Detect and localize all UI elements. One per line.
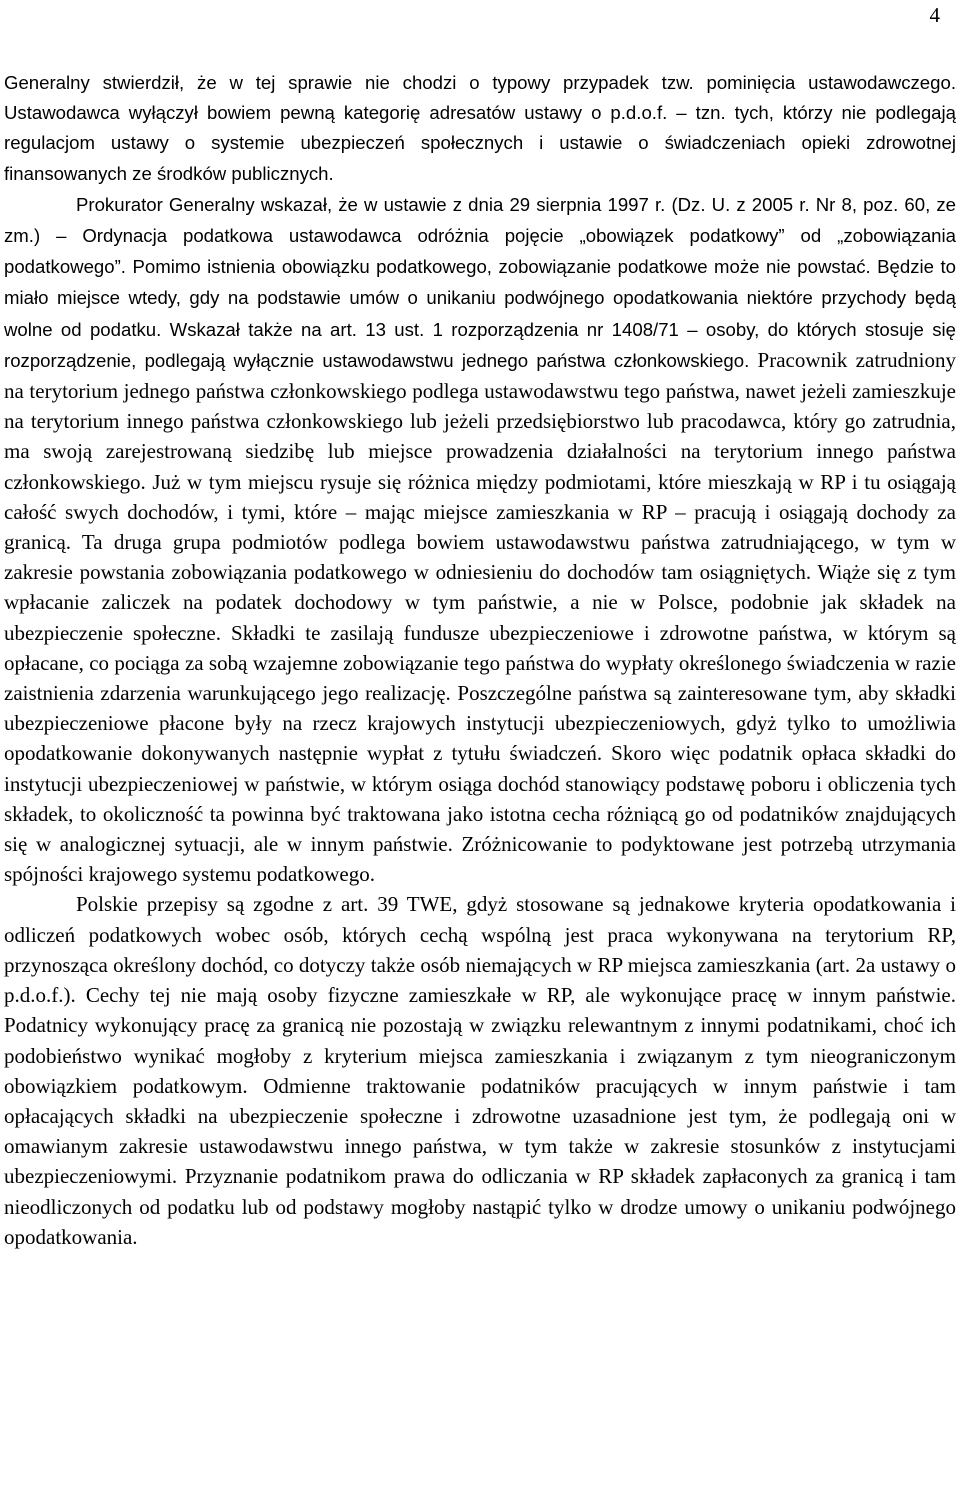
page-number: 4 [929,3,940,27]
document-body [4,68,956,1252]
paragraph-2-segment-2: Pracownik zatrudniony na terytorium jednego państwa członkowskiego podlega ustawodawstwu tego państwa, nawet jeżeli zamieszkuje na terytorium innego państwa członkowskiego lub jeżeli przedsiębiorstwo lub pracodawca, który go zatrudnia, ma swoją zarejestrowaną siedzibę lub miejsce prowadzenia działalności na terytorium innego państwa członkowskiego. Już w tym miejscu rysuje się różnica między podmiotami, które mieszkają w RP i tu osiągają całość swych dochodów, i tymi, które – mając miejsce zamieszkania w RP – pracują i osiągają dochody za granicą. Ta druga grupa podmiotów podlega bowiem ustawodawstwu państwa zatrudniającego, w tym w zakresie powstania zobowiązania podatkowego w odniesieniu do dochodów tam osiągniętych. Wiąże się z tym wpłacanie zaliczek na podatek dochodowy w tym państwie, a nie w Polsce, podobnie jak składek na ubezpieczenie społeczne. Składki te zasilają fundusze ubezpieczeniowe i zdrowotne państwa, w którym są opłacane, co pociąga za sobą wzajemne zobowiązanie tego państwa do wypłaty określonego świadczenia w razie zaistnienia zdarzenia warunkującego jego realizację. Poszczególne państwa są zainteresowane tym, aby składki ubezpieczeniowe płacone były na rzecz krajowych instytucji ubezpieczeniowych, gdyż tylko to umożliwia opodatkowanie dokonywanych następnie wypłat z tytułu świadczeń. Skoro więc podatnik opłaca składki do instytucji ubezpieczeniowej w państwie, w którym osiąga dochód stanowiący podstawę poboru i obliczenia tych składek, to okoliczność ta powinna być traktowana jako istotna cecha różniącą go od podatników znajdujących się w analogicznej sytuacji, ale w innym państwie. Zróżnicowanie to podyktowane jest potrzebą utrzymania spójności krajowego systemu podatkowego. [4,347,956,887]
paragraph-2 [4,189,956,890]
paragraph-3: Polskie przepisy są zgodne z art. 39 TWE, gdyż stosowane są jednakowe kryteria opodatkowania i odliczeń podatkowych wobec osób, których cechą wspólną jest praca wykonywana na terytorium RP, przynosząca określony dochód, co dotyczy także osób niemających w RP miejsca zamieszkania (art. 2a ustawy o p.d.o.f.). Cechy tej nie mają osoby fizyczne zamieszkałe w RP, ale wykonujące pracę w innym państwie. Podatnicy wykonujący pracę za granicą nie pozostają w związku relewantnym z innymi podatnikami, choć ich podobieństwo wynikać mogłoby z kryterium miejsca zamieszkania i związanym z tym nieograniczonym obowiązkiem podatkowym. Odmienne traktowanie podatników pracujących w innym państwie i tam opłacających składki na ubezpieczenie społeczne i zdrowotne uzasadnione jest tym, że podlegają oni w omawianym zakresie ustawodawstwu innego państwa, w tym także w zakresie stosunków z instytucjami ubezpieczeniowymi. Przyznanie podatnikom prawa do odliczania w RP składek zapłaconych za granicą i tam nieodliczonych od podatku lub od podstawy mogłoby nastąpić tylko w drodze umowy o unikaniu podwójnego opodatkowania. [4,892,956,1249]
paragraph-2-segment-1: Prokurator Generalny wskazał, że w ustawie z dnia 29 sierpnia 1997 r. (Dz. U. z 2005 r. Nr 8, poz. 60, ze zm.) – Ordynacja podatkowa ustawodawca odróżnia pojęcie „obowiązek podatkowy” od „zobowiązania podatkowego”. Pomimo istnienia obowiązku podatkowego, zobowiązanie podatkowe może nie powstać. Będzie to miało miejsce wtedy, gdy na podstawie umów o unikaniu podwójnego opodatkowania niektóre przychody będą wolne od podatku. Wskazał także na art. 13 ust. 1 rozporządzenia nr 1408/71 – osoby, do których stosuje się rozporządzenie, podlegają wyłącznie ustawodawstwu jednego państwa członkowskiego. [4,193,956,371]
paragraph-1: Generalny stwierdził, że w tej sprawie nie chodzi o typowy przypadek tzw. pominięcia ustawodawczego. Ustawodawca wyłączył bowiem pewną kategorię adresatów ustawy o p.d.o.f. – tzn. tych, którzy nie podlegają regulacjom ustawy o systemie ubezpieczeń społecznych i ustawie o świadczeniach opieki zdrowotnej finansowanych ze środków publicznych. [4,72,956,184]
